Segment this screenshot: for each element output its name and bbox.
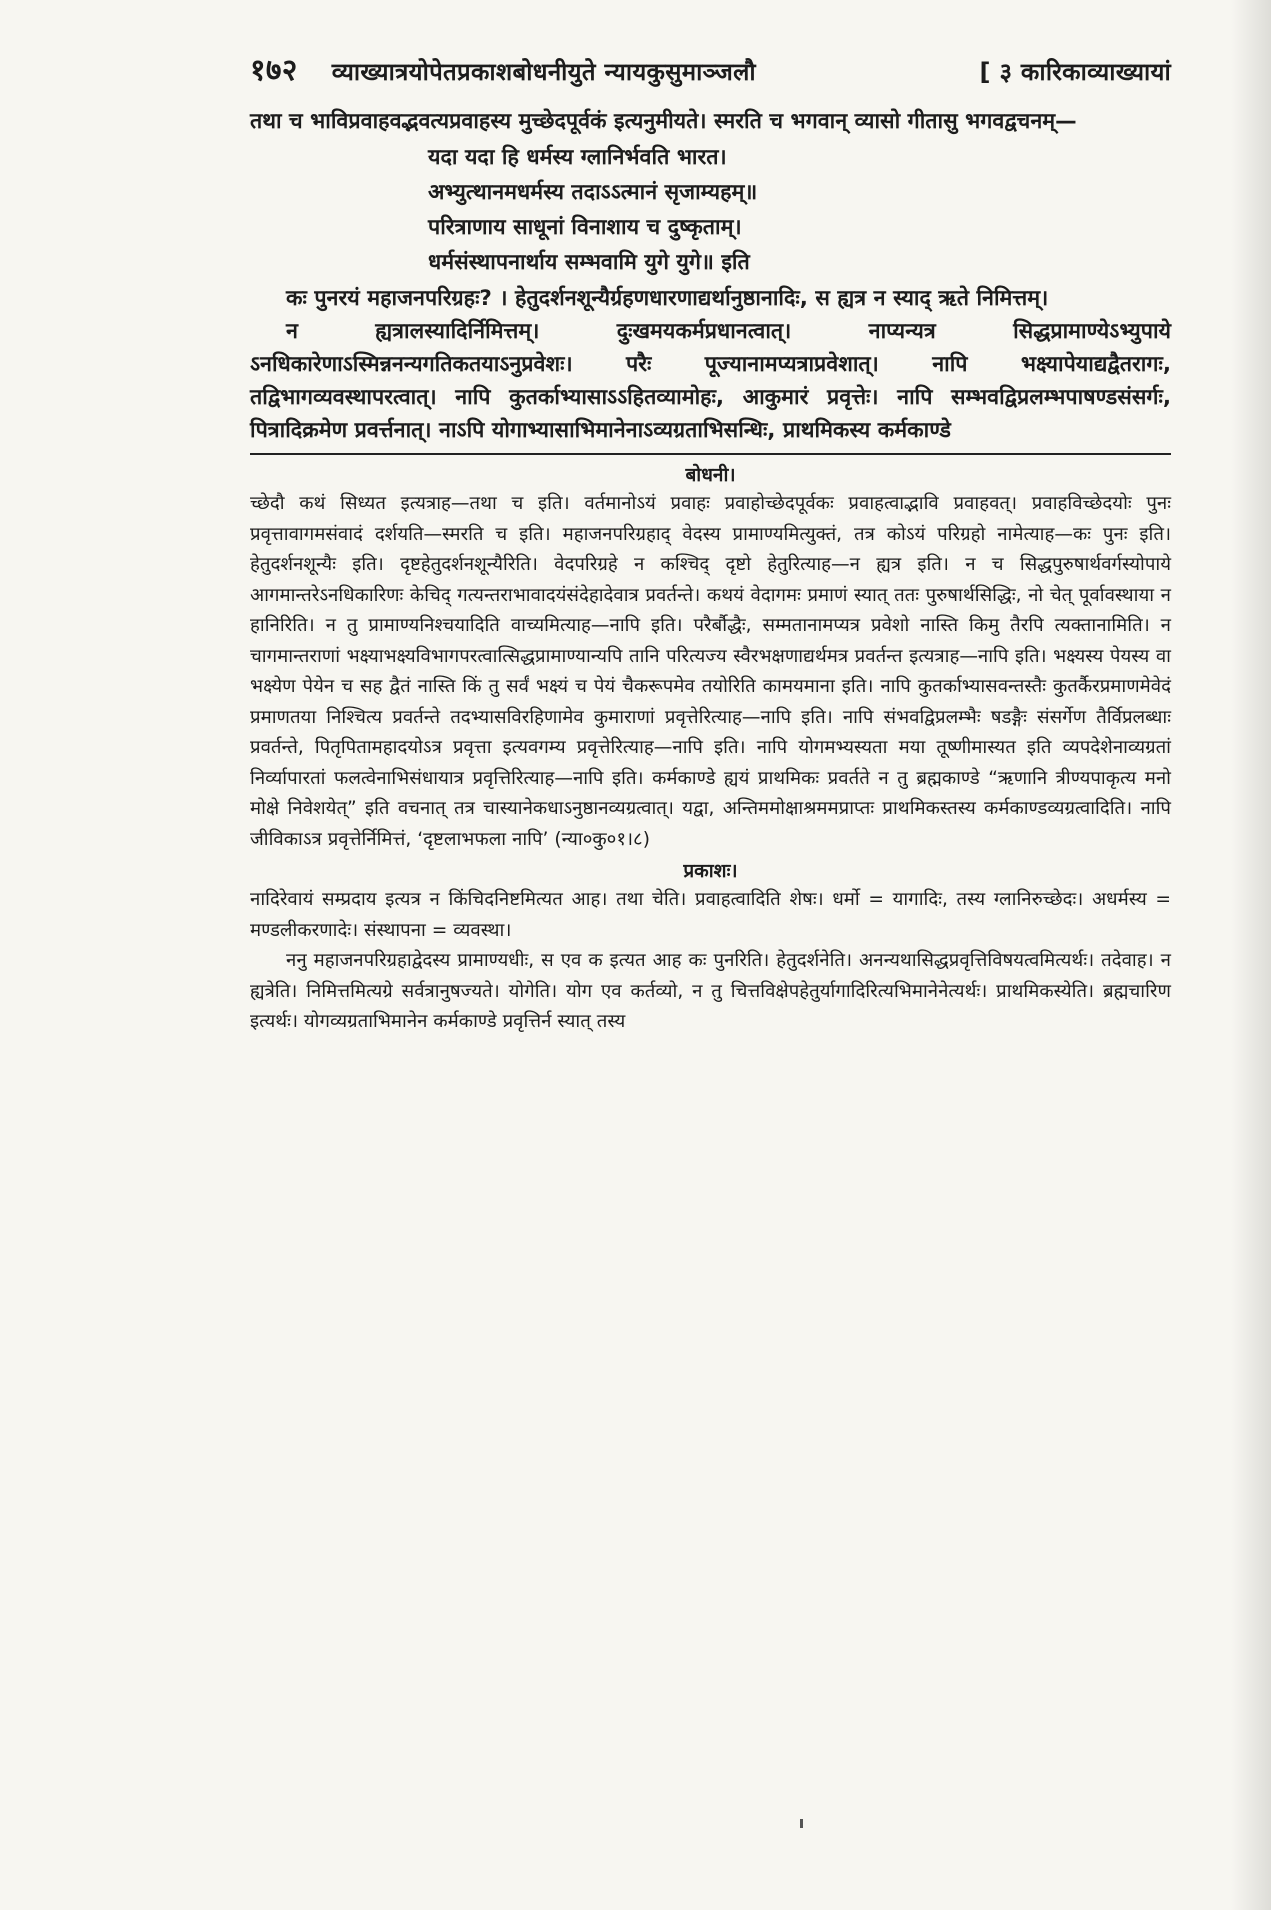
prakasha-commentary-2: ननु महाजनपरिग्रहाद्वेदस्य प्रामाण्यधीः, स एव क इत्यत आह कः पुनरिति। हेतुदर्शनेति। अनन्यथासिद्धप्रवृत्तिविषयत्वमित्यर्थः। तदेवाह। न ह्यत्रेति। निमित्तमित्यग्रे सर्वत्रानुषज्यते। योगेति। योग एव कर्तव्यो, न तु चित्तविक्षेपहेतुर्यागादिरित्यभिमानेनेत्यर्थः। प्राथमिकस्येति। ब्रह्मचारिण इत्यर्थः। योगव्यग्रताभिमानेन कर्मकाण्डे प्रवृत्तिर्न स्यात् तस्य [250,950,1171,1032]
verse-line: परित्राणाय साधूनां विनाशाय च दुष्कृताम्। [428,215,742,240]
verse-line: धर्मसंस्थापनार्थाय सम्भवामि युगे युगे॥ इति [428,250,750,275]
scan-mark [800,1819,803,1828]
bodhani-heading: बोधनी। [685,464,736,486]
verse-line: अभ्युत्थानमधर्मस्य तदाऽऽत्मानं सृजाम्यहम्॥ [428,180,758,205]
prakasha-commentary-1: नादिरेवायं सम्प्रदाय इत्यत्र न किंचिदनिष्टमित्यत आह। तथा चेति। प्रवाहत्वादिति शेषः। धर्मो = यागादिः, तस्य ग्लानिरुच्छेदः। अधर्मस्य = मण्डलीकरणादेः। संस्थापना = व्यवस्था। [250,889,1171,941]
main-paragraph-2: कः पुनरयं महाजनपरिग्रहः? । हेतुदर्शनशून्यैर्ग्रहणधारणाद्यर्थानुष्ठानादिः, स ह्यत्र न स्याद् ऋते निमित्तम्। [286,286,1049,311]
verse-line: यदा यदा हि धर्मस्य ग्लानिर्भवति भारत। [428,145,727,170]
section-divider [250,453,1171,455]
bodhani-commentary: च्छेदौ कथं सिध्यत इत्यत्राह—तथा च इति। वर्तमानोऽयं प्रवाहः प्रवाहोच्छेदपूर्वकः प्रवाहत्वाद्भावि प्रवाहवत्। प्रवाहविच्छेदयोः पुनः प्रवृत्तावागमसंवादं दर्शयति—स्मरति च इति। महाजनपरिग्रहाद् वेदस्य प्रामाण्यमित्युक्तं, तत्र कोऽयं परिग्रहो नामेत्याह—कः पुनः इति। हेतुदर्शनशून्यैः इति। दृष्टहेतुदर्शनशून्यैरिति। वेदपरिग्रहे न कश्चिद् दृष्टो हेतुरित्याह—न ह्यत्र इति। न च सिद्धपुरुषार्थवर्गस्योपाये आगमान्तरेऽनधिकारिणः केचिद् गत्यन्तराभावादयंसंदेहादेवात्र प्रवर्तन्ते। कथयं वेदागमः प्रमाणं स्यात् ततः पुरुषार्थसिद्धिः, नो चेत् पूर्वावस्थाया न हानिरिति। न तु प्रामाण्यनिश्चयादिति वाच्यमित्याह—नापि इति। परैर्बौद्धैः, सम्मतानामप्यत्र प्रवेशो नास्ति किमु तैरपि त्यक्तानामिति। न चागमान्तराणां भक्ष्याभक्ष्यविभागपरत्वात्सिद्धप्रामाण्यान्यपि तानि परित्यज्य स्वैरभक्षणाद्यर्थमत्र प्रवर्तन्त इत्यत्राह—नापि इति। भक्ष्यस्य पेयस्य वा भक्ष्येण पेयेन च सह द्वैतं नास्ति किं तु सर्वं भक्ष्यं च पेयं चैकरूपमेव तयोरिति कामयमाना इति। नापि कुतर्काभ्यासवन्तस्तैः कुतर्कैरप्रमाणमेवेदं प्रमाणतया निश्चित्य प्रवर्तन्ते तदभ्यासविरहिणामेव कुमाराणां प्रवृत्तेरित्याह—नापि इति। नापि संभवद्विप्रलम्भैः षडङ्गैः संसर्गेण तैर्विप्रलब्धाः प्रवर्तन्ते, पितृपितामहादयोऽत्र प्रवृत्ता इत्यवगम्य प्रवृत्तेरित्याह—नापि इति। नापि योगमभ्यस्यता मया तूष्णीमास्यत इति व्यपदेशेनाव्यग्रतां निर्व्यापारतां फलत्वेनाभिसंधायात्र प्रवृत्तिरित्याह—नापि इति। कर्मकाण्डे ह्ययं प्राथमिकः प्रवर्तते न तु ब्रह्मकाण्डे “ऋणानि त्रीण्यपाकृत्य मनो मोक्षे निवेशयेत्” इति वचनात् तत्र चास्यानेकधाऽनुष्ठानव्यग्रत्वात्। यद्वा, अन्तिममोक्षाश्रममप्राप्तः प्राथमिकस्तस्य कर्मकाण्डव्यग्रत्वादिति। नापि जीविकाऽत्र प्रवृत्तेर्निमित्तं, ‘दृष्टलाभफला नापि’ (न्या०कु०१।८) [250,493,1171,850]
section-label: [ ३ कारिकाव्याख्यायां [979,58,1171,86]
gita-verse [250,140,1171,280]
page-edge-shadow [1231,0,1271,1910]
running-title: व्याख्यात्रयोपेतप्रकाशबोधनीयुते न्यायकुसुमाञ्जलौ [331,58,756,86]
main-paragraph-1: तथा च भाविप्रवाहवद्भवत्यप्रवाहस्य मुच्छेदपूर्वकं इत्यनुमीयते। स्मरति च भगवान् व्यासो गीतासु भगवद्वचनम्— [250,109,1077,134]
page-number: १७२ [250,53,298,88]
main-paragraph-3: न ह्यत्रालस्यादिर्निमित्तम्। दुःखमयकर्मप्रधानत्वात्। नाप्यन्यत्र सिद्धप्रामाण्येऽभ्युपाये ऽनधिकारेणाऽस्मिन्ननन्यगतिकतयाऽनुप्रवेशः। परैः पूज्यानामप्यत्राप्रवेशात्। नापि भक्ष्यापेयाद्यद्वैतरागः, तद्विभागव्यवस्थापरत्वात्। नापि कुतर्काभ्यासाऽऽहितव्यामोहः, आकुमारं प्रवृत्तेः। नापि सम्भवद्विप्रलम्भपाषण्डसंसर्गः, पित्रादिक्रमेण प्रवर्त्तनात्। नाऽपि योगाभ्यासाभिमानेनाऽव्यग्रताभिसन्धिः, प्राथमिकस्य कर्मकाण्डे [250,319,1171,443]
running-header [250,48,1171,89]
prakasha-heading: प्रकाशः। [683,860,738,882]
